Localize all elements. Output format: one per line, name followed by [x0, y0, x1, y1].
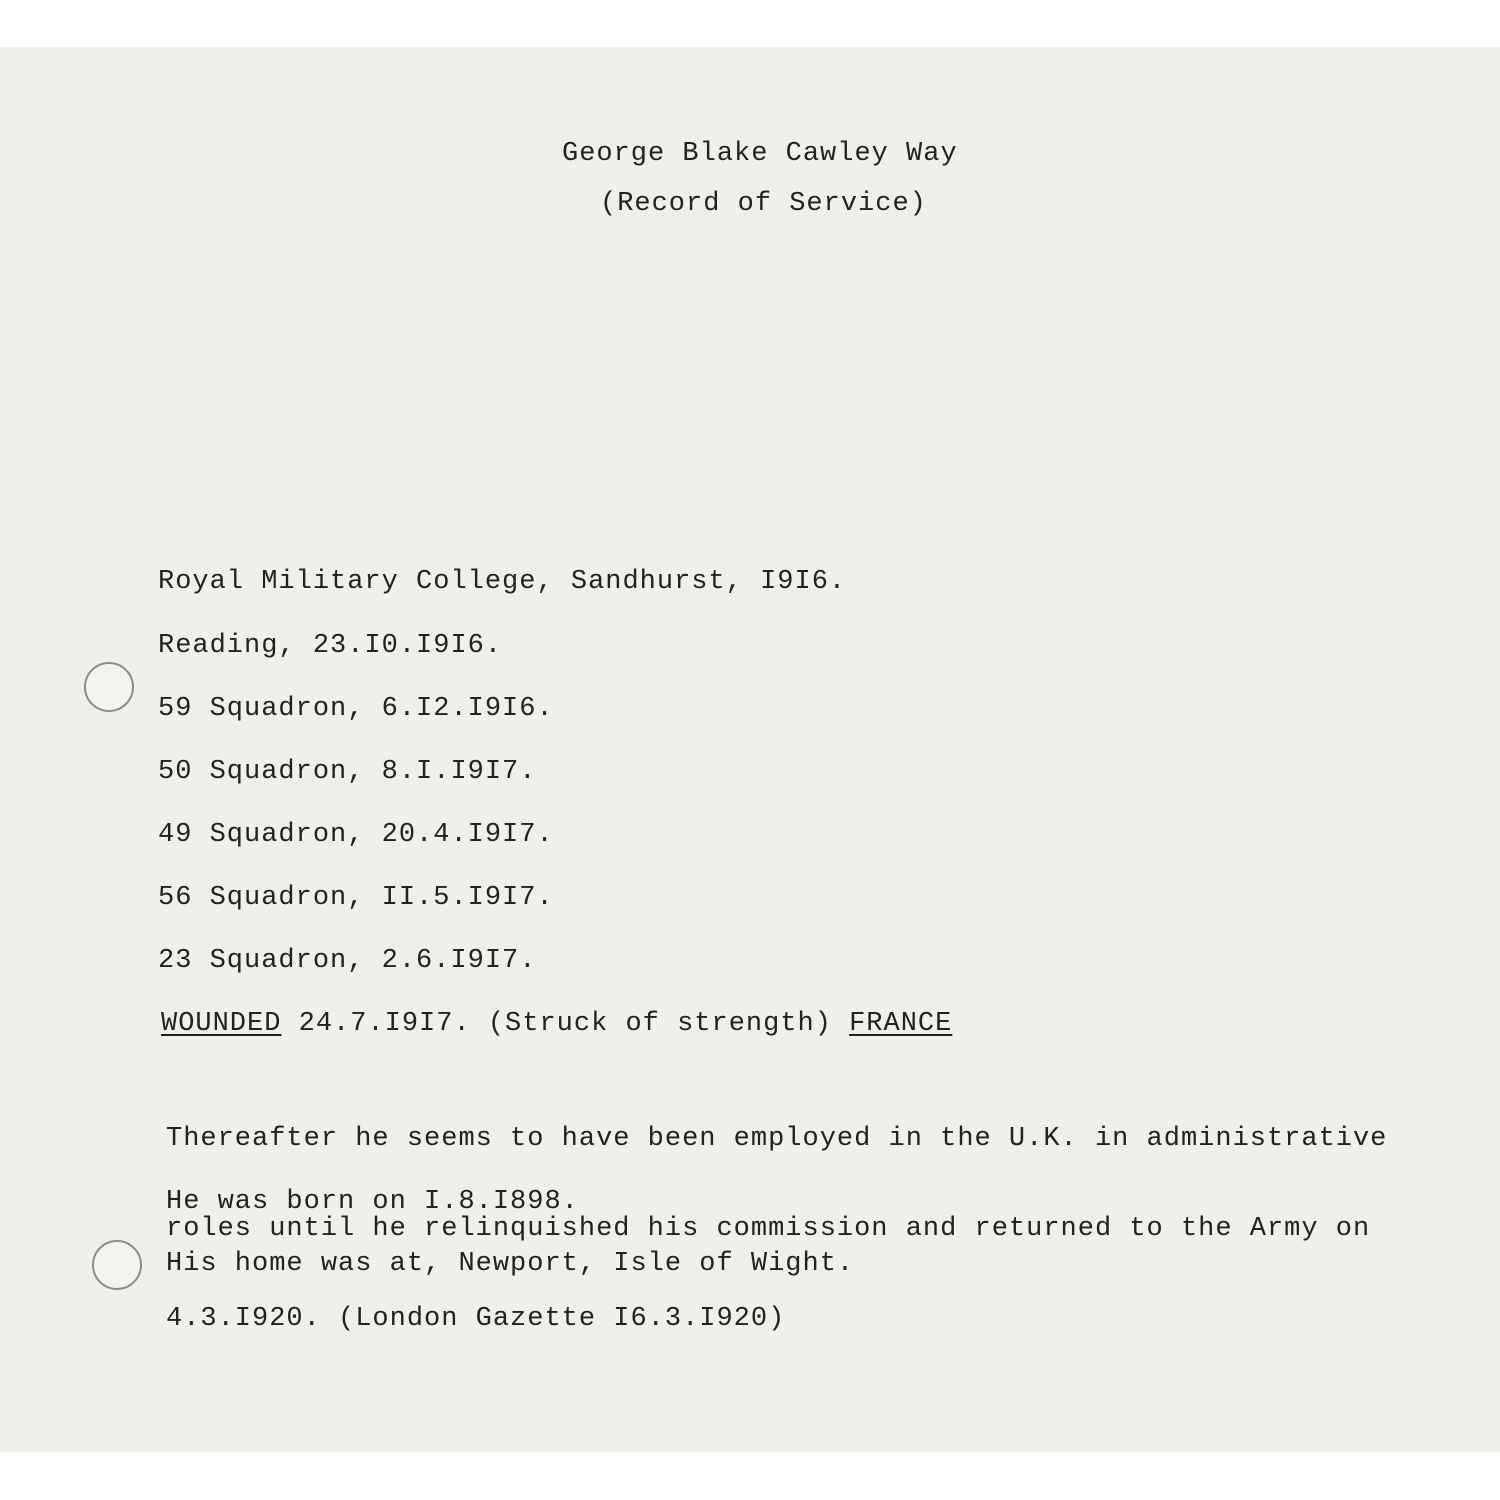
service-entry: 23 Squadron, 2.6.I9I7. — [158, 946, 537, 976]
punch-hole — [92, 1240, 142, 1290]
paragraph-line: roles until he relinquished his commission and returned to the Army on — [166, 1214, 1371, 1244]
paragraph-line: 4.3.I920. (London Gazette I6.3.I920) — [166, 1304, 786, 1334]
wounded-place: FRANCE — [849, 1009, 953, 1039]
punch-hole — [84, 662, 134, 712]
service-entry: Royal Military College, Sandhurst, I9I6. — [158, 567, 847, 597]
wounded-line — [161, 1009, 952, 1039]
document-page — [0, 47, 1500, 1452]
paragraph-line: Thereafter he seems to have been employed in the U.K. in administrative — [166, 1124, 1388, 1154]
service-entry: 49 Squadron, 20.4.I9I7. — [158, 820, 554, 850]
service-entry: 56 Squadron, II.5.I9I7. — [158, 883, 554, 913]
birth-line: He was born on I.8.I898. — [166, 1187, 579, 1217]
service-entry: 59 Squadron, 6.I2.I9I6. — [158, 694, 554, 724]
service-entry: Reading, 23.I0.I9I6. — [158, 631, 503, 661]
service-paragraph — [166, 1064, 1387, 1394]
wounded-text: 24.7.I9I7. (Struck of strength) — [281, 1009, 850, 1039]
record-subtitle: (Record of Service) — [600, 189, 927, 219]
wounded-label: WOUNDED — [161, 1009, 282, 1039]
service-entry: 50 Squadron, 8.I.I9I7. — [158, 757, 537, 787]
home-line: His home was at, Newport, Isle of Wight. — [166, 1249, 855, 1279]
record-name: George Blake Cawley Way — [562, 139, 958, 169]
